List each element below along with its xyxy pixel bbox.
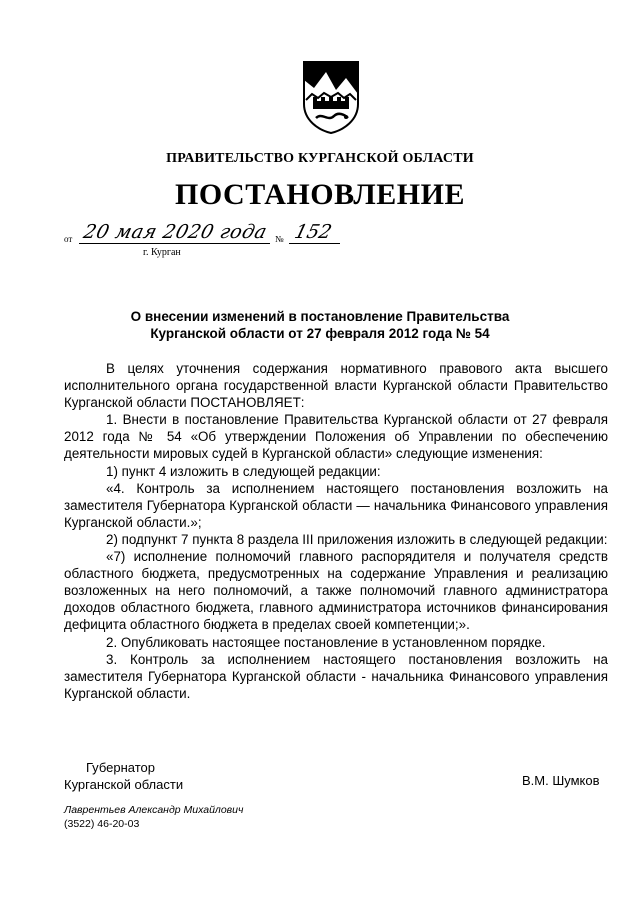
government-title: ПРАВИТЕЛЬСТВО КУРГАНСКОЙ ОБЛАСТИ bbox=[166, 151, 474, 166]
body-paragraph: 1. Внести в постановление Правительства Курганской области от 27 февраля 2012 года № 54 «Об утверждении Положения об Управлении по обеспечению деятельности мировых судей в Курганской области» следующие изменения: bbox=[64, 412, 608, 462]
body-paragraph: 2. Опубликовать настоящее постановление в установленном порядке. bbox=[106, 634, 546, 650]
number-prefix: № bbox=[275, 234, 284, 244]
date-underline bbox=[79, 243, 270, 244]
handwritten-number: 152 bbox=[292, 221, 335, 243]
signatory-position bbox=[64, 759, 183, 793]
document-kind-title: ПОСТАНОВЛЕНИЕ bbox=[175, 178, 465, 211]
city-label: г. Курган bbox=[143, 247, 181, 258]
body-paragraph: «4. Контроль за исполнением настоящего постановления возложить на заместителя Губернатора Курганской области — начальника Финансового управления Курганской области.»; bbox=[64, 480, 608, 530]
body-paragraph: 3. Контроль за исполнением настоящего постановления возложить на заместителя Губернатора Курганской области - начальника Финансового управления Курганской области. bbox=[64, 651, 608, 701]
position-line-1: Губернатор bbox=[86, 760, 155, 775]
document-body bbox=[64, 360, 608, 702]
body-paragraph: «7) исполнение полномочий главного распорядителя и получателя средств областного бюджета, предусмотренных на содержание Управления и реализацию возложенных на него полномочий, а также полномочий главного администратора доходов областного бюджета, главного администратора источников финансирования дефицита областного бюджета в пределах своей компетенции;». bbox=[64, 549, 608, 633]
document-subject bbox=[100, 308, 540, 342]
position-line-2: Курганской области bbox=[64, 777, 184, 792]
number-underline bbox=[289, 243, 340, 244]
handwritten-date: 20 мая 2020 года bbox=[81, 221, 270, 243]
subject-line-1: О внесении изменений в постановление Правительства bbox=[130, 309, 510, 324]
coat-of-arms-emblem bbox=[302, 60, 360, 134]
signatory-name: В.М. Шумков bbox=[522, 773, 600, 788]
date-prefix: от bbox=[64, 234, 73, 244]
body-paragraph: 1) пункт 4 изложить в следующей редакции: bbox=[106, 463, 381, 479]
body-paragraph: 2) подпункт 7 пункта 8 раздела III приложения изложить в следующей редакции: bbox=[106, 531, 608, 547]
executor-name: Лаврентьев Александр Михайлович bbox=[64, 804, 244, 816]
executor-phone: (3522) 46-20-03 bbox=[64, 818, 140, 830]
body-paragraph: В целях уточнения содержания нормативного правового акта высшего исполнительного органа государственной власти Курганской области Правительство Курганской области ПОСТАНОВЛЯЕТ: bbox=[64, 361, 608, 411]
subject-line-2: Курганской области от 27 февраля 2012 года № 54 bbox=[150, 326, 490, 341]
